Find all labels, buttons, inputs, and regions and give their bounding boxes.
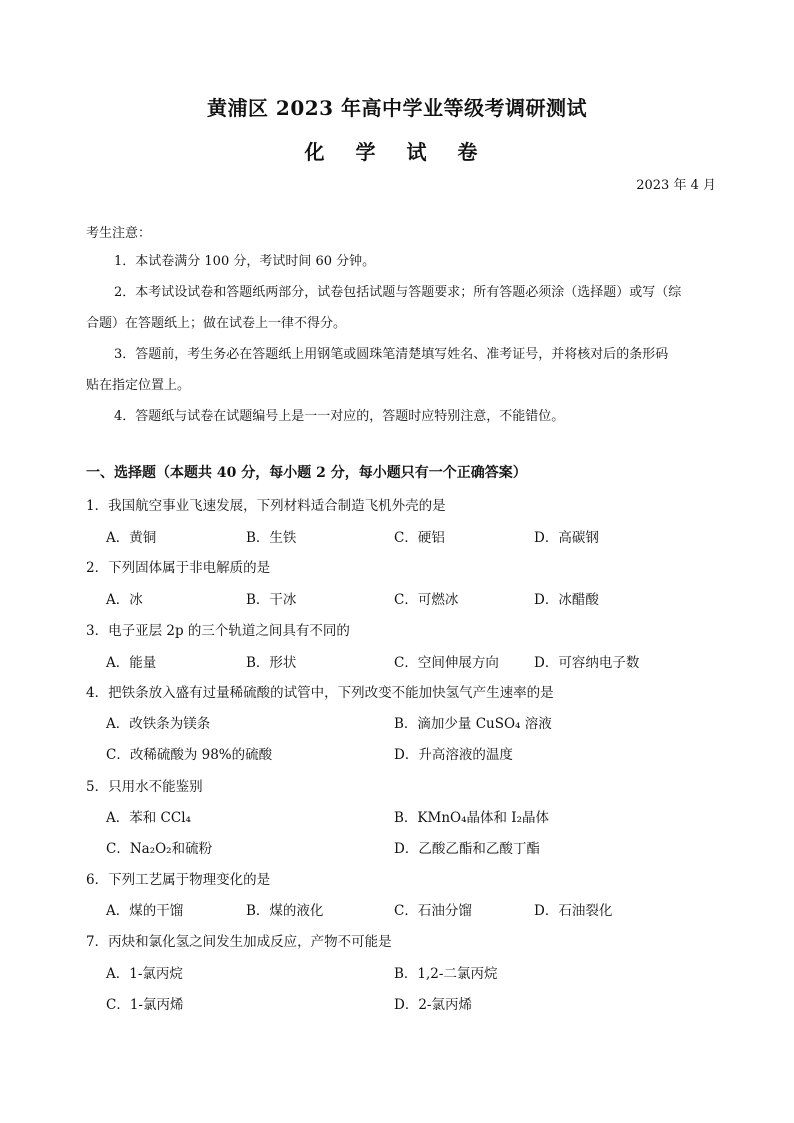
option-d: D．高碳钢 [534, 530, 599, 546]
option-b: B．生铁 [246, 530, 297, 546]
question-7-options-row-1 [106, 962, 746, 982]
notice-item-3-line-1: 3．答题前，考生务必在答题纸上用钢笔或圆珠笔清楚填写姓名、准考证号，并将核对后的条形码 [114, 347, 669, 362]
question-7-stem: 7．丙炔和氯化氢之间发生加成反应，产物不可能是 [86, 934, 392, 950]
question-4-stem: 4．把铁条放入盛有过量稀硫酸的试管中，下列改变不能加快氢气产生速率的是 [86, 685, 554, 701]
option-d: D．可容纳电子数 [534, 655, 640, 671]
question-7-options-row-2 [106, 993, 746, 1013]
option-c: C．石油分馏 [394, 903, 472, 919]
notice-item-4: 4．答题纸与试卷在试题编号上是一一对应的，答题时应特别注意，不能错位。 [114, 409, 565, 424]
question-4-options-row-2 [106, 743, 746, 763]
exam-title: 黄浦区 2023 年高中学业等级考调研测试 [206, 96, 588, 120]
option-b: B．干冰 [246, 592, 297, 608]
option-a: A．黄铜 [106, 530, 157, 546]
option-c: C．Na₂O₂和硫粉 [106, 841, 213, 857]
question-6-options [106, 899, 746, 919]
option-a: A．煤的干馏 [106, 903, 184, 919]
option-c: C．硬铝 [394, 530, 445, 546]
option-d: D．2-氯丙烯 [394, 997, 472, 1013]
question-5-options-row-1 [106, 806, 746, 826]
question-4-options-row-1 [106, 712, 746, 732]
option-a: A．冰 [106, 592, 143, 608]
option-c: C．可燃冰 [394, 592, 459, 608]
option-b: B．1,2-二氯丙烷 [394, 966, 498, 982]
option-d: D．升高溶液的温度 [394, 747, 513, 763]
exam-date: 2023 年 4 月 [636, 178, 716, 193]
option-d: D．冰醋酸 [534, 592, 599, 608]
option-a: A．改铁条为镁条 [106, 716, 211, 732]
option-a: A．1-氯丙烷 [106, 966, 183, 982]
option-c: C．空间伸展方向 [394, 655, 499, 671]
option-c: C．改稀硫酸为 98%的硫酸 [106, 747, 273, 763]
option-b: B．形状 [246, 655, 297, 671]
question-5-stem: 5．只用水不能鉴别 [86, 779, 203, 795]
option-c: C．1-氯丙烯 [106, 997, 184, 1013]
notice-item-1: 1．本试卷满分 100 分，考试时间 60 分钟。 [114, 254, 376, 269]
notice-item-2-line-1: 2．本考试设试卷和答题纸两部分，试卷包括试题与答题要求；所有答题必须涂（选择题）或写（综 [114, 285, 682, 300]
option-b: B．滴加少量 CuSO₄ 溶液 [394, 716, 552, 732]
option-a: A．能量 [106, 655, 157, 671]
question-2-stem: 2．下列固体属于非电解质的是 [86, 560, 271, 576]
notice-heading: 考生注意： [86, 226, 152, 241]
question-5-options-row-2 [106, 837, 746, 857]
option-d: D．乙酸乙酯和乙酸丁酯 [394, 841, 540, 857]
question-3-stem: 3．电子亚层 2p 的三个轨道之间具有不同的 [86, 623, 350, 639]
option-b: B．KMnO₄晶体和 I₂晶体 [394, 810, 550, 826]
notice-item-2-line-2: 合题）在答题纸上；做在试卷上一律不得分。 [86, 316, 347, 331]
exam-subject: 化 学 试 卷 [304, 140, 490, 164]
question-1-options [106, 526, 746, 546]
question-2-options [106, 588, 746, 608]
question-3-options [106, 651, 746, 671]
option-b: B．煤的液化 [246, 903, 324, 919]
question-1-stem: 1．我国航空事业飞速发展，下列材料适合制造飞机外壳的是 [86, 498, 446, 514]
option-a: A．苯和 CCl₄ [106, 810, 191, 826]
option-d: D．石油裂化 [534, 903, 613, 919]
section-heading: 一、选择题（本题共 40 分，每小题 2 分，每小题只有一个正确答案） [86, 465, 527, 481]
notice-item-3-line-2: 贴在指定位置上。 [86, 378, 191, 393]
question-6-stem: 6．下列工艺属于物理变化的是 [86, 872, 271, 888]
